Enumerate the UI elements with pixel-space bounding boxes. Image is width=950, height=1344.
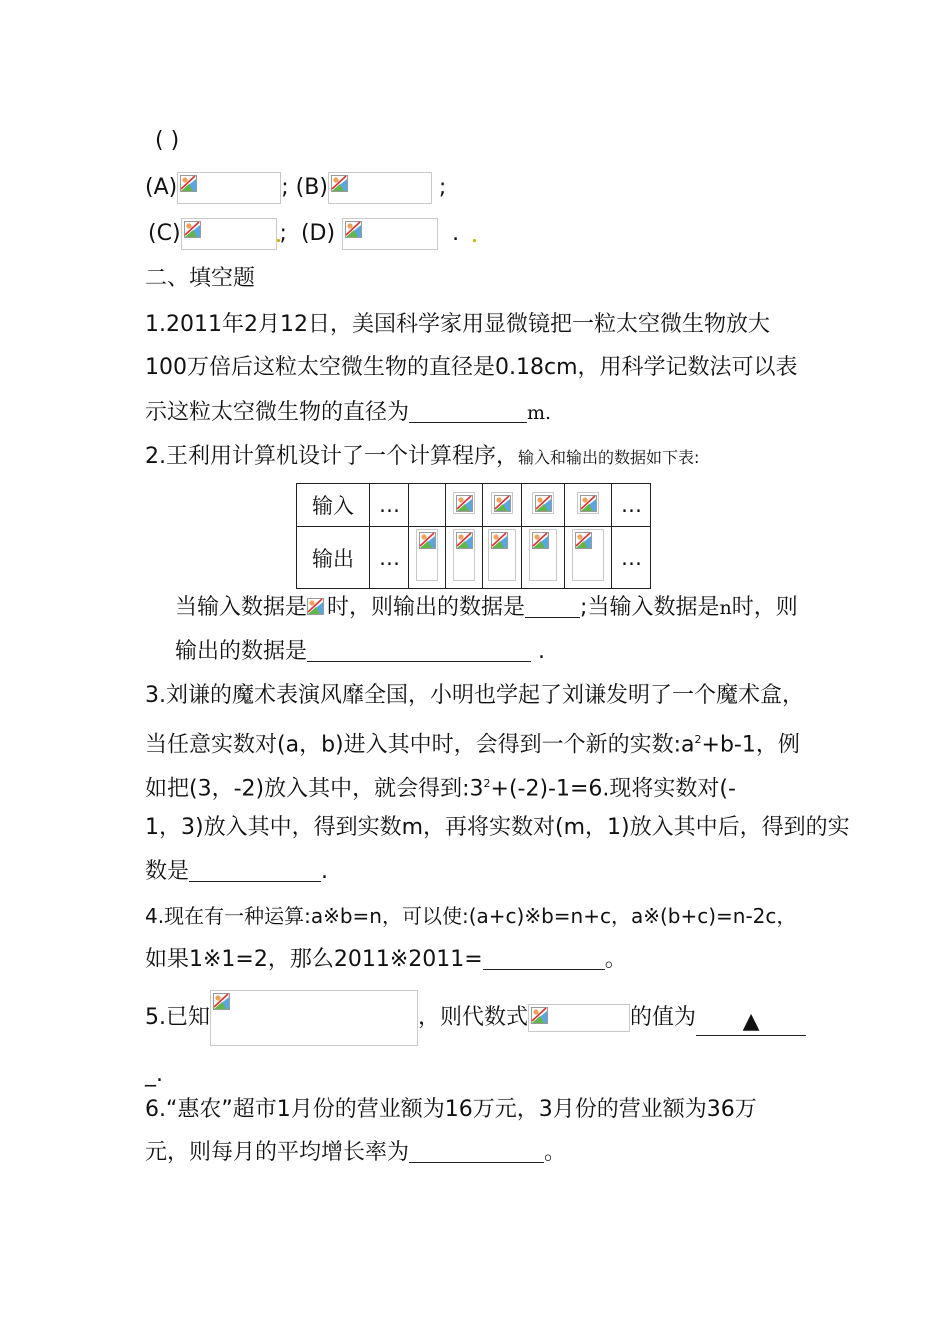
q5-answer-blank[interactable] [696,1009,806,1036]
broken-image-icon [456,532,473,549]
marker-dot [473,239,476,242]
q3-line-1: 3.刘谦的魔术表演风靡全国，小明也学起了刘谦发明了一个魔术盒， [145,683,804,708]
table-header-output: 输出 [297,527,370,589]
table-cell-ellipsis: … [612,527,651,589]
q3-line-2 [145,725,800,760]
broken-image-icon [535,495,552,512]
q2-text: ;当输入数据是 [580,595,720,620]
broken-image-icon [419,532,436,549]
input-value-image [532,492,554,514]
period: 。 [604,947,627,972]
broken-image-icon [331,175,348,192]
q3-text: 如把(3，-2)放入其中，就会得到:3 [145,776,484,802]
q2-line-1 [145,442,699,473]
q4-answer-blank[interactable] [483,947,605,970]
semicolon: ; [281,175,289,200]
table-cell [522,484,565,527]
option-c-formula-image [181,218,277,250]
q2-text-small: 输入和输出的数据如下表: [518,448,700,467]
option-b-label: (B) [295,175,328,200]
table-header-input: 输入 [297,484,370,527]
broken-image-icon [345,221,362,238]
input-value-image [453,492,475,514]
q2-after-line-1 [175,593,798,623]
q5-text: 5.已知 [145,1005,210,1030]
period: . [538,639,546,664]
table-cell [522,527,565,589]
table-cell [409,527,446,589]
superscript: 2 [483,777,491,790]
broken-image-icon [456,495,473,512]
broken-image-icon [494,495,511,512]
broken-image-icon [491,532,508,549]
q1-line-1: 1.2011年2月12日，美国科学家用显微镜把一粒太空微生物放大 [145,312,770,337]
io-table [296,483,651,589]
output-value-image [453,529,475,581]
broken-image-icon [307,598,324,615]
section-heading: 二、填空题 [145,266,256,291]
q2-variable-n: n [719,597,732,619]
broken-image-icon [213,993,230,1010]
semicolon: ; [438,175,447,200]
q1-answer-blank[interactable] [409,400,527,423]
superscript: 2 [694,733,702,746]
q2-text: 当输入数据是 [175,595,308,620]
answer-paren: ( ) [155,128,180,153]
q2-text: 时，则 [731,595,798,620]
output-value-image [488,529,516,581]
q1-unit: m. [527,402,552,424]
q1-line-2: 100万倍后这粒太空微生物的直径是0.18cm，用科学记数法可以表 [145,355,798,380]
q3-text: 数是 [145,859,190,884]
output-value-image [416,529,438,581]
triangle-icon: ▲ [742,1009,760,1034]
table-cell-empty [409,484,446,527]
q4-line-2 [145,945,627,975]
table-cell [565,527,612,589]
q3-line-3 [145,769,736,804]
broken-image-icon [184,221,201,238]
q2-answer-blank-2[interactable] [307,639,531,662]
q6-line-2 [145,1138,566,1168]
q2-text: 输出的数据是 [175,639,308,664]
option-a-formula-image [177,172,281,204]
table-cell [446,484,483,527]
output-value-image [529,529,557,581]
output-value-image [572,529,604,581]
broken-image-icon [532,532,549,549]
q5-tail: _. [145,1062,163,1087]
table-cell [483,484,522,527]
period: 。 [544,1140,567,1165]
q6-text: 元，则每月的平均增长率为 [145,1140,410,1165]
broken-image-icon [575,532,592,549]
option-c-label: (C) [148,221,181,246]
table-cell-ellipsis: … [370,484,409,527]
q5-text: ，则代数式 [418,1005,529,1030]
input-value-image [577,492,599,514]
q3-line-4: 1，3)放入其中，得到实数m，再将实数对(m，1)放入其中后，得到的实 [145,815,850,840]
table-row-output [297,527,651,589]
q1-line-3 [145,398,551,428]
semicolon: ; [279,221,287,246]
table-cell-ellipsis: … [370,527,409,589]
input-value-image [307,598,327,618]
period: . [452,221,460,246]
option-a-label: (A) [145,175,178,200]
q2-text: 2.王利用计算机设计了一个计算程序， [145,444,518,469]
q2-answer-blank-1[interactable] [525,595,580,618]
q4-text: 如果1※1=2，那么2011※2011= [145,947,483,972]
input-value-image [491,492,513,514]
q3-answer-blank[interactable] [189,859,321,882]
q4-line-1: 4.现在有一种运算:a※b=n，可以使:(a+c)※b=n+c，a※(b+c)=n-2c， [145,904,797,928]
option-row-ab [145,172,446,204]
table-cell [483,527,522,589]
q2-after-line-2 [175,637,545,667]
q5-expression-image [528,1004,630,1032]
option-d-formula-image [342,218,438,250]
q6-answer-blank[interactable] [409,1140,544,1163]
table-cell [446,527,483,589]
q5-line [145,990,806,1046]
option-b-formula-image [328,172,432,204]
q5-condition-image [210,990,418,1046]
broken-image-icon [531,1007,548,1024]
q3-line-5 [145,857,328,887]
q2-text: 时，则输出的数据是 [327,595,526,620]
table-cell-ellipsis: … [612,484,651,527]
broken-image-icon [180,175,197,192]
broken-image-icon [580,495,597,512]
period: . [321,859,329,884]
option-row-cd [148,218,476,250]
q3-text: 当任意实数对(a，b)进入其中时，会得到一个新的实数:a [145,732,695,758]
q6-line-1: 6.“惠农”超市1月份的营业额为16万元，3月份的营业额为36万 [145,1097,757,1122]
option-d-label: (D) [300,221,336,246]
q5-text: 的值为 [630,1005,697,1030]
table-row-input [297,484,651,527]
q3-text: +b-1，例 [701,732,800,758]
table-cell [565,484,612,527]
q3-text: +(-2)-1=6.现将实数对(- [490,776,736,802]
q1-text: 示这粒太空微生物的直径为 [145,400,410,425]
